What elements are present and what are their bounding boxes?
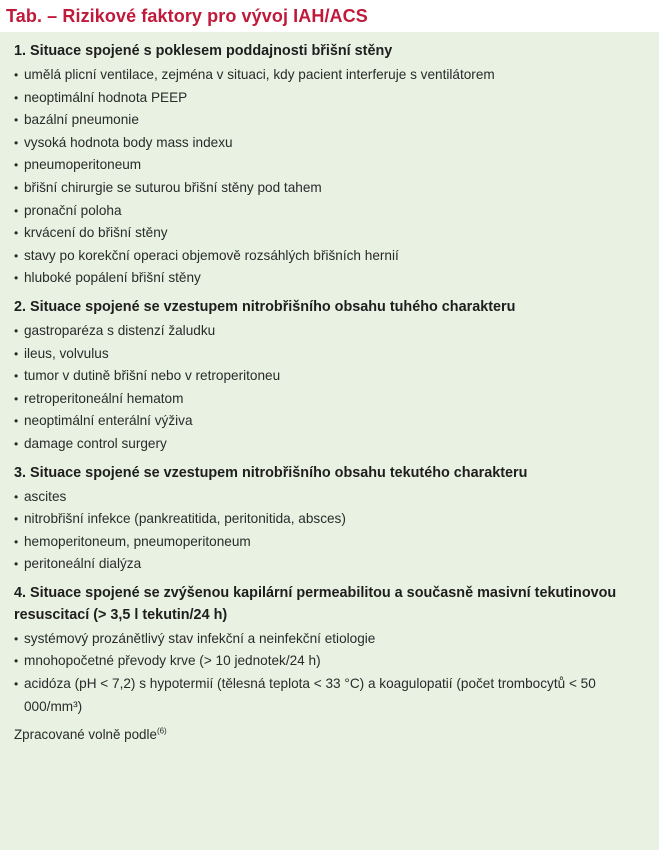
list-item: • acidóza (pH < 7,2) s hypotermií (tělesná teplota < 33 °C) a koagulopatií (počet trombocytů < 50 000/mm³)	[14, 673, 649, 718]
item-list	[14, 64, 649, 290]
list-item: • gastroparéza s distenzí žaludku	[14, 320, 649, 343]
list-item: • krvácení do břišní stěny	[14, 222, 649, 245]
list-item: • neoptimální enterální výživa	[14, 410, 649, 433]
list-item: • ascites	[14, 486, 649, 509]
section-1	[14, 40, 649, 290]
table-content	[0, 32, 659, 746]
list-item: • retroperitoneální hematom	[14, 388, 649, 411]
list-item: • vysoká hodnota body mass indexu	[14, 132, 649, 155]
list-item: • neoptimální hodnota PEEP	[14, 87, 649, 110]
list-item: • damage control surgery	[14, 433, 649, 456]
section-heading: 3. Situace spojené se vzestupem nitrobřišního obsahu tekutého charakteru	[14, 464, 528, 481]
list-item: • stavy po korekční operaci objemově rozsáhlých břišních hernií	[14, 245, 649, 268]
item-list	[14, 320, 649, 456]
item-list	[14, 628, 649, 718]
list-item: • pronační poloha	[14, 200, 649, 223]
source-note	[14, 724, 649, 746]
list-item: • peritoneální dialýza	[14, 553, 649, 576]
item-list	[14, 486, 649, 576]
section-heading: 2. Situace spojené se vzestupem nitrobřišního obsahu tuhého charakteru	[14, 298, 516, 315]
list-item: • umělá plicní ventilace, zejména v situaci, kdy pacient interferuje s ventilátorem	[14, 64, 649, 87]
section-heading: 4. Situace spojené se zvýšenou kapilární permeabilitou a současně masivní tekutinovou resuscitací (> 3,5 l tekutin/24 h)	[14, 584, 617, 623]
list-item: • pneumoperitoneum	[14, 154, 649, 177]
source-reference: (6)	[156, 726, 167, 736]
list-item: • tumor v dutině břišní nebo v retroperitoneu	[14, 365, 649, 388]
title-bar	[0, 0, 659, 32]
list-item: • hemoperitoneum, pneumoperitoneum	[14, 531, 649, 554]
list-item: • bazální pneumonie	[14, 109, 649, 132]
table-title: Tab. – Rizikové faktory pro vývoj IAH/ACS	[6, 6, 368, 26]
section-heading: 1. Situace spojené s poklesem poddajnosti břišní stěny	[14, 43, 393, 59]
section-4	[14, 582, 649, 718]
list-item: • systémový prozánětlivý stav infekční a neinfekční etiologie	[14, 628, 649, 651]
section-3	[14, 462, 649, 576]
list-item: • ileus, volvulus	[14, 343, 649, 366]
list-item: • nitrobřišní infekce (pankreatitida, peritonitida, absces)	[14, 508, 649, 531]
list-item: • hluboké popálení břišní stěny	[14, 267, 649, 290]
section-2	[14, 296, 649, 456]
list-item: • mnohopočetné převody krve (> 10 jednotek/24 h)	[14, 650, 649, 673]
source-text: Zpracované volně podle	[14, 727, 157, 743]
list-item: • břišní chirurgie se suturou břišní stěny pod tahem	[14, 177, 649, 200]
